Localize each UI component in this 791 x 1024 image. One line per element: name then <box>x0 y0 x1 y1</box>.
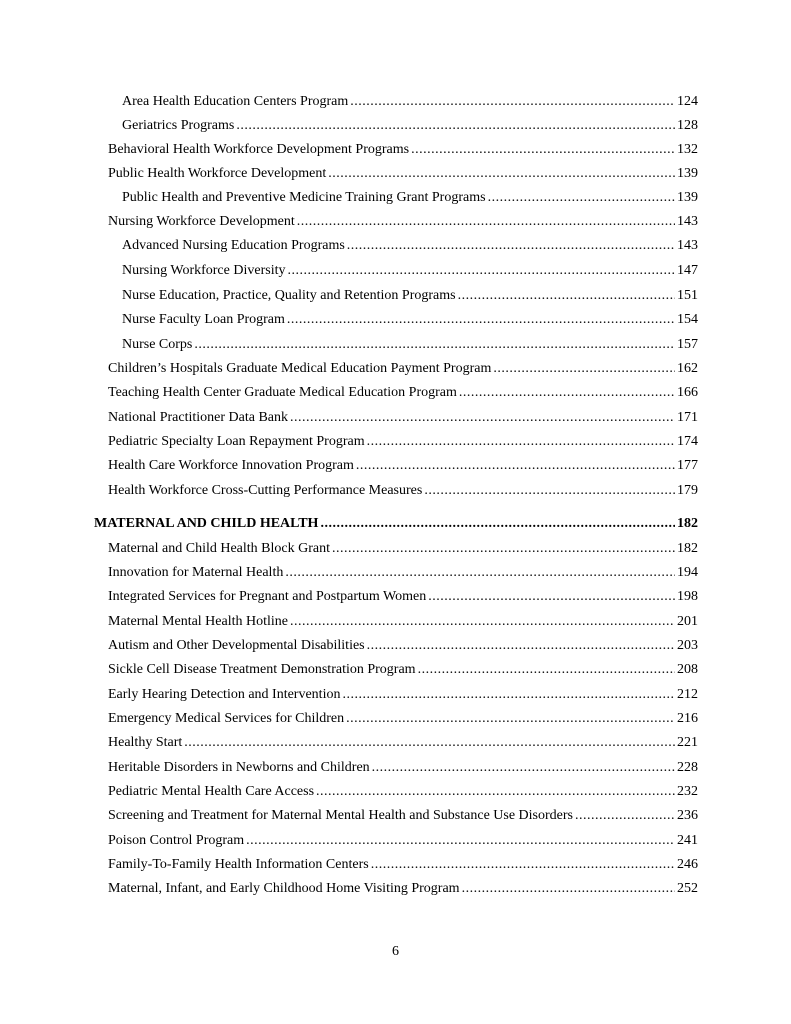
toc-entry-page: 246 <box>677 857 698 872</box>
toc-entry-title: Poison Control Program <box>108 833 245 848</box>
dot-leader <box>350 94 675 110</box>
toc-entry-page: 201 <box>677 614 698 629</box>
toc-entry-title: Family-To-Family Health Information Centers <box>108 857 369 872</box>
dot-leader <box>411 142 675 158</box>
toc-entry-page: 139 <box>677 166 698 181</box>
dot-leader <box>328 166 675 182</box>
toc-entry-title: Advanced Nursing Education Programs <box>122 238 345 253</box>
toc-entry-page: 179 <box>677 483 698 498</box>
toc-entry[interactable] <box>108 434 698 450</box>
toc-entry-page: 203 <box>677 638 698 653</box>
dot-leader <box>493 361 675 377</box>
toc-entry-page: 128 <box>677 118 698 133</box>
dot-leader <box>246 833 675 849</box>
toc-entry-title: Autism and Other Developmental Disabilities <box>108 638 365 653</box>
toc-entry-title: Teaching Health Center Graduate Medical Education Program <box>108 385 457 400</box>
toc-entry-title: Nurse Corps <box>122 337 193 352</box>
toc-entry[interactable] <box>108 760 698 776</box>
toc-entry[interactable] <box>108 662 698 678</box>
toc-entry-page: 212 <box>677 687 698 702</box>
toc-entry[interactable] <box>108 857 698 873</box>
toc-entry-page: 151 <box>677 288 698 303</box>
dot-leader <box>575 808 675 824</box>
dot-leader <box>428 589 675 605</box>
toc-entry[interactable] <box>122 190 698 206</box>
toc-entry-page: 157 <box>677 337 698 352</box>
toc-entry[interactable] <box>122 337 698 353</box>
toc-entry-page: 147 <box>677 263 698 278</box>
toc-entry-page: 252 <box>677 881 698 896</box>
toc-entry-page: 182 <box>677 541 698 556</box>
toc-entry-page: 182 <box>677 516 698 531</box>
toc-entry[interactable] <box>108 565 698 581</box>
dot-leader <box>290 410 675 426</box>
dot-leader <box>418 662 675 678</box>
toc-entry[interactable] <box>108 410 698 426</box>
toc-entry-title: Maternal and Child Health Block Grant <box>108 541 330 556</box>
toc-entry-title: Pediatric Mental Health Care Access <box>108 784 315 799</box>
toc-entry-page: 139 <box>677 190 698 205</box>
toc-entry-page: 132 <box>677 142 698 157</box>
toc-entry[interactable] <box>108 214 698 230</box>
page-number: 6 <box>392 944 399 959</box>
toc-entry[interactable] <box>108 687 698 703</box>
toc-entry-title: Health Care Workforce Innovation Program <box>108 458 354 473</box>
toc-entry[interactable] <box>108 458 698 474</box>
toc-entry-title: Maternal Mental Health Hotline <box>108 614 288 629</box>
toc-entry-title: Behavioral Health Workforce Development Programs <box>108 142 410 157</box>
toc-entry-page: 166 <box>677 385 698 400</box>
toc-entry-page: 232 <box>677 784 698 799</box>
toc-entry[interactable] <box>108 361 698 377</box>
dot-leader <box>347 238 675 254</box>
dot-leader <box>236 118 675 134</box>
toc-entry-title: Geriatrics Programs <box>122 118 235 133</box>
dot-leader <box>194 337 675 353</box>
toc-entry[interactable] <box>108 142 698 158</box>
toc-entry-title: Health Workforce Cross-Cutting Performance Measures <box>108 483 423 498</box>
toc-entry[interactable] <box>122 312 698 328</box>
toc-entry[interactable] <box>108 833 698 849</box>
dot-leader <box>462 881 675 897</box>
toc-entry-page: 174 <box>677 434 698 449</box>
toc-entry[interactable] <box>108 166 698 182</box>
toc-entry-page: 208 <box>677 662 698 677</box>
dot-leader <box>320 516 675 532</box>
toc-entry-title: Healthy Start <box>108 735 183 750</box>
toc-entry-page: 171 <box>677 410 698 425</box>
toc-entry[interactable] <box>108 541 698 557</box>
toc-entry-title: Integrated Services for Pregnant and Postpartum Women <box>108 589 427 604</box>
toc-entry-page: 143 <box>677 214 698 229</box>
toc-entry-page: 241 <box>677 833 698 848</box>
dot-leader <box>367 434 675 450</box>
toc-entry-title: Nurse Education, Practice, Quality and Retention Programs <box>122 288 456 303</box>
dot-leader <box>458 288 675 304</box>
toc-entry[interactable] <box>108 614 698 630</box>
toc-entry-page: 162 <box>677 361 698 376</box>
toc-entry-title: Area Health Education Centers Program <box>122 94 349 109</box>
dot-leader <box>356 458 675 474</box>
toc-entry-title: Public Health Workforce Development <box>108 166 327 181</box>
dot-leader <box>316 784 675 800</box>
dot-leader <box>342 687 675 703</box>
toc-entry[interactable] <box>122 118 698 134</box>
dot-leader <box>424 483 675 499</box>
toc-entry[interactable] <box>108 735 698 751</box>
dot-leader <box>371 857 675 873</box>
toc-entry[interactable] <box>108 638 698 654</box>
toc-entry-title: Nurse Faculty Loan Program <box>122 312 285 327</box>
toc-entry-page: 221 <box>677 735 698 750</box>
toc-entry-title: MATERNAL AND CHILD HEALTH <box>94 516 319 531</box>
toc-entry-title: Public Health and Preventive Medicine Training Grant Programs <box>122 190 486 205</box>
toc-entry[interactable] <box>108 711 698 727</box>
toc-entry[interactable] <box>108 808 698 824</box>
dot-leader <box>488 190 675 206</box>
dot-leader <box>346 711 675 727</box>
toc-entry[interactable] <box>108 784 698 800</box>
toc-entry-title: National Practitioner Data Bank <box>108 410 288 425</box>
dot-leader <box>459 385 675 401</box>
toc-entry-title: Pediatric Specialty Loan Repayment Program <box>108 434 365 449</box>
dot-leader <box>290 614 675 630</box>
toc-entry-page: 228 <box>677 760 698 775</box>
toc-entry-title: Nursing Workforce Diversity <box>122 263 286 278</box>
toc-entry[interactable] <box>108 881 698 897</box>
dot-leader <box>367 638 675 654</box>
toc-entry-title: Maternal, Infant, and Early Childhood Home Visiting Program <box>108 881 460 896</box>
toc-entry[interactable] <box>108 483 698 499</box>
dot-leader <box>287 263 675 279</box>
toc-entry-title: Nursing Workforce Development <box>108 214 295 229</box>
toc-entry-title: Early Hearing Detection and Intervention <box>108 687 341 702</box>
toc-entry[interactable] <box>122 288 698 304</box>
toc-entry-title: Innovation for Maternal Health <box>108 565 284 580</box>
toc-entry-title: Children’s Hospitals Graduate Medical Education Payment Program <box>108 361 492 376</box>
toc-entry-page: 216 <box>677 711 698 726</box>
dot-leader <box>297 214 675 230</box>
toc-entry[interactable] <box>122 94 698 110</box>
dot-leader <box>184 735 675 751</box>
toc-entry-title: Heritable Disorders in Newborns and Children <box>108 760 370 775</box>
toc-entry[interactable] <box>108 385 698 401</box>
dot-leader <box>285 565 675 581</box>
toc-entry-page: 143 <box>677 238 698 253</box>
toc-entry[interactable] <box>108 589 698 605</box>
dot-leader <box>332 541 675 557</box>
toc-entry-page: 198 <box>677 589 698 604</box>
toc-entry-page: 194 <box>677 565 698 580</box>
toc-section-heading[interactable] <box>94 516 698 532</box>
toc-entry-title: Emergency Medical Services for Children <box>108 711 345 726</box>
dot-leader <box>287 312 675 328</box>
toc-entry-page: 177 <box>677 458 698 473</box>
toc-entry-page: 124 <box>677 94 698 109</box>
toc-entry-title: Sickle Cell Disease Treatment Demonstration Program <box>108 662 416 677</box>
toc-entry[interactable] <box>122 263 698 279</box>
toc-entry-page: 236 <box>677 808 698 823</box>
dot-leader <box>372 760 675 776</box>
toc-entry-title: Screening and Treatment for Maternal Mental Health and Substance Use Disorders <box>108 808 573 823</box>
toc-entry[interactable] <box>122 238 698 254</box>
toc-entry-page: 154 <box>677 312 698 327</box>
